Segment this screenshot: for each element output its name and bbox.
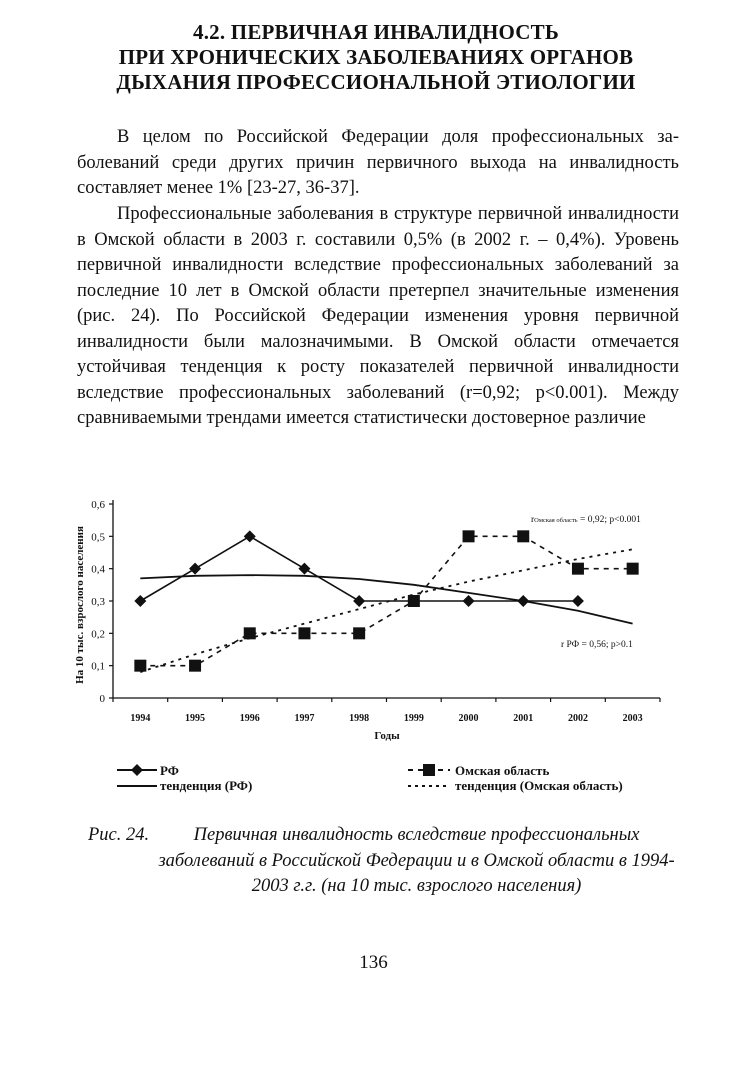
x-tick-label: 1995 (185, 713, 206, 724)
caption-text: Первичная инвалидность вследствие профессиональных заболеваний в Российской Федерации и в Омской области в 1994-2003 г.г. (на 10 тыс. взрослого населения) (158, 825, 675, 896)
omsk-point-2003 (627, 563, 639, 575)
legend-omsk-label: Омская область (455, 763, 550, 778)
omsk-point-1998 (353, 627, 365, 639)
y-tick-label: 0,4 (91, 563, 105, 576)
caption-label: Рис. 24. (88, 825, 150, 845)
series-line-2 (140, 575, 632, 624)
rf-point-1996 (244, 530, 256, 542)
series-line-0 (140, 536, 578, 601)
omsk-point-1996 (244, 627, 256, 639)
figure-caption (88, 823, 678, 900)
x-tick-label: 1997 (294, 713, 315, 724)
rf-point-1998 (353, 595, 365, 607)
omsk-point-1999 (408, 595, 420, 607)
series-line-3 (140, 549, 632, 672)
x-tick-label: 2002 (567, 713, 588, 724)
heading-line: ПРИ ХРОНИЧЕСКИХ ЗАБОЛЕВАНИЯХ ОРГАНОВ (118, 45, 634, 69)
y-tick-label: 0,3 (91, 596, 105, 608)
rf-point-1995 (189, 563, 201, 575)
y-tick-label: 0,5 (91, 531, 105, 544)
x-tick-label: 1996 (239, 713, 260, 724)
chart-axes (91, 499, 660, 724)
rf-point-2001 (517, 595, 529, 607)
x-tick-label: 1999 (403, 713, 424, 724)
y-tick-label: 0,2 (91, 628, 105, 641)
annotation-rf-r: r РФ = 0,56; p>0.1 (561, 640, 633, 650)
heading-line: 4.2. ПЕРВИЧНАЯ ИНВАЛИДНОСТЬ (193, 20, 559, 44)
legend-omsk-marker (408, 764, 450, 776)
rf-point-1994 (134, 595, 146, 607)
section-heading (70, 20, 682, 95)
omsk-point-2001 (517, 530, 529, 542)
x-tick-label: 1998 (349, 713, 370, 724)
paragraph-intro: В целом по Российской Федерации доля профессиональных заболеваний среди других причин первичного выхода на инвалидность составляет менее 1% [23-27, 36-37]. (77, 127, 679, 198)
omsk-point-1994 (134, 660, 146, 672)
omsk-point-2000 (463, 530, 475, 542)
legend-rf-marker (117, 764, 157, 776)
chart-legend (117, 763, 623, 793)
omsk-point-1997 (298, 627, 310, 639)
omsk-point-1995 (189, 660, 201, 672)
legend-rf-label: РФ (160, 763, 179, 778)
rf-point-2000 (463, 595, 475, 607)
figure-24-chart (0, 488, 747, 808)
x-tick-label: 1994 (130, 713, 151, 724)
page-number: 136 (359, 952, 388, 973)
annotation-omsk-r (531, 515, 641, 525)
x-tick-label: 2001 (513, 713, 534, 724)
x-tick-label: 2000 (458, 713, 479, 724)
paragraph-omsk: Профессиональные заболевания в структуре первичной инвалидности в Омской области в 2003 г. составили 0,5% (в 2002 г. – 0,4%). Уровень первичной инвалидности вследствие профессиональных заболеваний за последние 10 лет в Омской области претерпел значительные изменения (рис. 24). По Российской Федерации изменения уровня первичной инвалидности были малозначимыми. В Омской области отмечается устойчивая тенденция к росту показателей первичной инвалидности вследствие профессиональных заболеваний (r=0,92; p<0.001). Между сравниваемыми трендами имеется статистически достоверное различие (77, 204, 679, 428)
data-lines (140, 536, 632, 665)
x-tick-label: 2003 (622, 713, 643, 724)
x-axis-label: Годы (374, 730, 400, 742)
y-tick-label: 0,6 (91, 499, 105, 511)
y-axis-label: На 10 тыс. взрослого населения (74, 526, 86, 684)
heading-line: ДЫХАНИЯ ПРОФЕССИОНАЛЬНОЙ ЭТИОЛОГИИ (116, 70, 636, 94)
annotation-omsk-r-prefix: r (531, 515, 535, 525)
legend-trend-omsk-label: тенденция (Омская область) (455, 778, 623, 793)
annotation-omsk-r-value: = 0,92; p<0.001 (577, 515, 641, 525)
omsk-point-2002 (572, 563, 584, 575)
legend-trend-rf-label: тенденция (РФ) (160, 778, 253, 793)
trend-lines (140, 549, 632, 672)
y-tick-label: 0,1 (91, 660, 105, 673)
rf-point-2002 (572, 595, 584, 607)
rf-point-1997 (298, 563, 310, 575)
y-tick-label: 0 (99, 693, 105, 705)
annotation-omsk-r-subscript: Омская область (534, 517, 578, 524)
